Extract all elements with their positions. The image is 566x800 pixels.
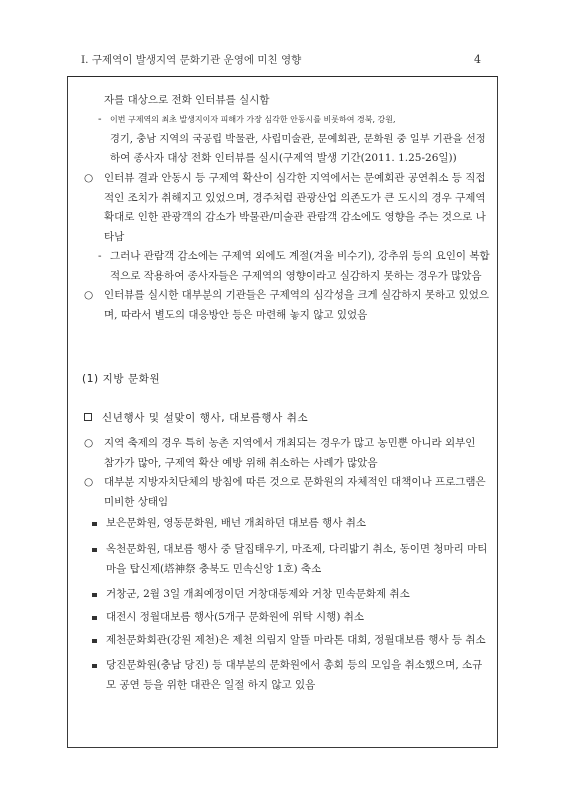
dash-paragraph-2: 그러나 관람객 감소에는 구제역 외에도 계절(겨울 비수기), 강추위 등의 요인이 복합 적으로 작용하여 종사자들은 구제역의 영향이라고 실감하지 못하는 경우가 많았음 xyxy=(110,250,490,282)
bullet-marker xyxy=(92,656,97,676)
circle-marker: ○ xyxy=(84,289,94,301)
bullet-item: 당진문화원(충남 당진) 등 대부분의 문화원에서 총회 등의 모임을 취소했으며, 소규 모 공연 등을 위한 대관은 일절 하지 않고 있음 xyxy=(106,659,483,691)
bullet-item: 옥천문화원, 대보름 행사 중 달집태우기, 마조제, 다리밟기 취소, 동이면 청마리 마티 마을 탑신제(塔神祭 충북도 민속신앙 1호) 축소 xyxy=(106,543,488,575)
dash-marker: - xyxy=(98,250,102,262)
bullet-item: 대전시 정월대보름 행사(5개구 문화원에 위탁 시행) 취소 xyxy=(106,611,365,623)
bullet-marker xyxy=(92,631,97,651)
bullet-item: 제천문화회관(강원 제천)은 제천 의림지 알뜰 마라톤 대회, 정월대보름 행사 등 취소 xyxy=(106,634,486,646)
circle-marker: ○ xyxy=(84,437,94,449)
dash-paragraph-1: 이번 구제역의 최초 발생지이자 피해가 가장 심각한 안동시를 비롯하여 경북, 강원, 경기, 충남 지역의 국공립 박물관, 사립미술관, 문예회관, 문화원 중 일부 기관을 선정 하여 종사자 대상 전화 인터뷰를 실시(구제역 발생 기간(2011. 1.25-26일)) xyxy=(110,115,486,165)
bullet-marker xyxy=(92,540,97,560)
circle-marker: ○ xyxy=(84,476,94,488)
bullet-marker xyxy=(92,514,97,534)
circle-paragraph-2: 인터뷰를 실시한 대부분의 기관들은 구제역의 심각성을 크게 실감하지 못하고 있었으 며, 따라서 별도의 대응방안 등은 마련해 놓지 않고 있었음 xyxy=(104,289,490,321)
section-circle-paragraph-2: 대부분 지방자치단체의 방침에 따른 것으로 문화원의 자체적인 대책이나 프로그램은 미비한 상태임 xyxy=(104,476,486,508)
square-box-marker xyxy=(84,413,92,421)
header-title: I. 구제역이 발생지역 문화기관 운영에 미친 영향 xyxy=(81,54,302,66)
section-heading: (1) 지방 문화원 xyxy=(82,373,161,385)
intro-continuation: 자를 대상으로 전화 인터뷰를 실시함 xyxy=(104,94,270,106)
section-circle-paragraph-1: 지역 축제의 경우 특히 농촌 지역에서 개최되는 경우가 많고 농민뿐 아니라 외부인 참가가 많아, 구제역 확산 예방 위해 취소하는 사례가 많았음 xyxy=(104,437,476,469)
section-subheading: 신년행사 및 설맞이 행사, 대보름행사 취소 xyxy=(102,412,309,424)
bullet-item: 보은문화원, 영동문화원, 배넌 개최하던 대보름 행사 취소 xyxy=(106,517,366,529)
circle-paragraph-1: 인터뷰 결과 안동시 등 구제역 확산이 심각한 지역에서는 문예회관 공연취소 등 직접 적인 조치가 취해지고 있었으며, 경주처럼 관광산업 의존도가 큰 도시의 경우 구제역 확대로 인한 관광객의 감소가 박물관/미술관 관람객 감소에도 영향을 주는 것으로 나 타남 xyxy=(104,172,486,243)
bullet-marker xyxy=(92,608,97,628)
bullet-marker xyxy=(92,585,97,605)
bullet-item: 거창군, 2월 3일 개최예정이던 거창대동제와 거창 민속문화제 취소 xyxy=(106,588,410,600)
circle-marker: ○ xyxy=(84,172,94,184)
dash-marker: - xyxy=(98,113,102,125)
page-number: 4 xyxy=(474,53,481,66)
page-header xyxy=(81,52,481,67)
